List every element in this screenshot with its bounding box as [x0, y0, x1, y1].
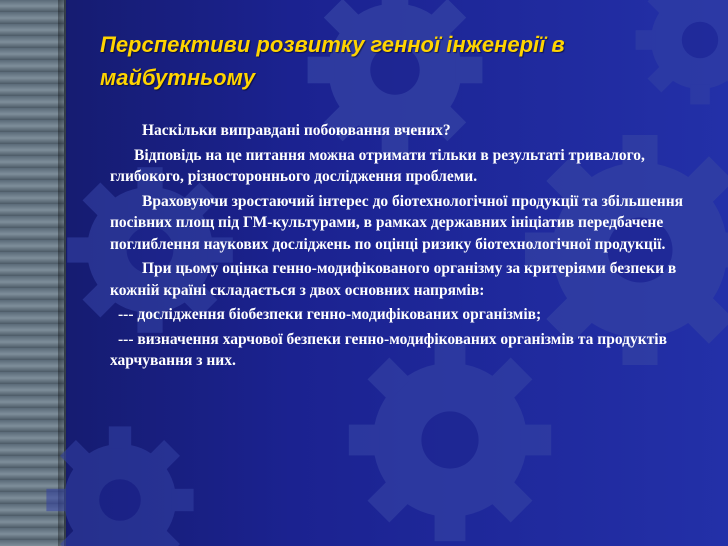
paragraph-answer: Відповідь на це питання можна отримати тільки в результаті тривалого, глибокого, різностороннього дослідження проблеми.	[110, 146, 645, 185]
paragraph-interest: Враховуючи зростаючий інтерес до біотехнологічної продукції та збільшення посівних площ під ГМ-культурами, в рамках державних ініціатив передбачене поглиблення наукових досліджень по оцінці ризику біотехнологічної продукції.	[110, 192, 684, 253]
gear-icon	[46, 426, 193, 546]
paragraph-question: Наскільки виправдані побоювання вчених?	[142, 122, 451, 139]
list-item-food-safety: --- визначення харчової безпеки генно-модифікованих організмів та продуктів харчування з них.	[110, 330, 667, 369]
slide-body	[110, 120, 700, 375]
slide-title: Перспективи розвитку генної інженерії в майбутньому	[100, 32, 565, 90]
paragraph-assessment: При цьому оцінка генно-модифікованого організму за критеріями безпеки в кожній країні складається з двох основних напрямів:	[110, 260, 677, 299]
list-item-biosafety: --- дослідження біобезпеки генно-модифікованих організмів;	[118, 306, 542, 323]
